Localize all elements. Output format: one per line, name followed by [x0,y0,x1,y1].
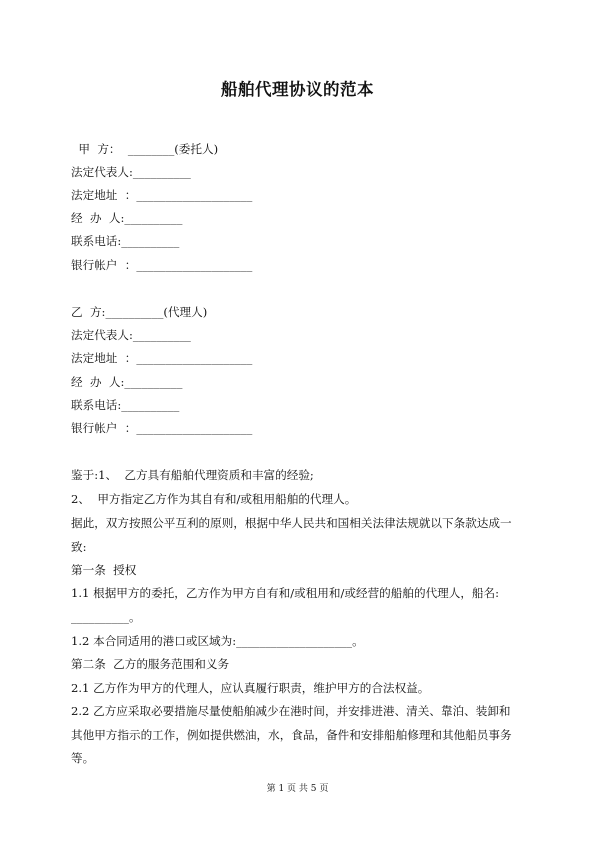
article-1-heading: 第一条 授权 [71,563,137,577]
party-a-handler: 经 办 人:__________ [71,211,183,225]
document-title: 船舶代理协议的范本 [221,80,374,99]
party-a-legal-rep: 法定代表人:__________ [71,165,191,179]
recital-1: 鉴于:1、 乙方具有船舶代理资质和丰富的经验; [71,468,314,482]
recital-2: 2、 甲方指定乙方作为其自有和/或租用船舶的代理人。 [71,492,357,506]
party-b-bank-account: 银行帐户 ：____________________ [71,421,253,435]
preamble-line-1: 据此，双方按照公平互利的原则，根据中华人民共和国相关法律法规就以下条款达成一 [71,516,512,530]
article-2-heading: 第二条 乙方的服务范围和义务 [71,657,230,671]
clause-1-1-line-2: __________。 [71,610,141,624]
party-b-handler: 经 办 人:__________ [71,375,183,389]
party-b-phone: 联系电话:__________ [71,398,180,412]
party-b-legal-rep: 法定代表人:__________ [71,328,191,342]
page-footer: 第 1 页 共 5 页 [266,784,329,794]
party-a-bank-account: 银行帐户 ：____________________ [71,258,253,272]
party-b-address: 法定地址 ：____________________ [71,351,253,365]
clause-2-1: 2.1 乙方作为甲方的代理人，应认真履行职责，维护甲方的合法权益。 [71,681,430,695]
party-b-header: 乙 方:__________(代理人) [71,305,208,319]
clause-1-1-line-1: 1.1 根据甲方的委托，乙方作为甲方自有和/或租用和/或经营的船舶的代理人，船名: [71,586,500,600]
clause-2-2-line-1: 2.2 乙方应采取必要措施尽量使船舶减少在港时间，并安排进港、清关、靠泊、装卸和 [71,704,511,718]
clause-2-2-line-2: 其他甲方指示的工作，例如提供燃油，水，食品，备件和安排船舶修理和其他船员事务 [71,728,512,742]
preamble-line-2: 致: [71,540,87,554]
party-a-phone: 联系电话:__________ [71,234,180,248]
party-a-address: 法定地址 ：____________________ [71,188,253,202]
clause-1-2: 1.2 本合同适用的港口或区域为:____________________。 [71,634,364,648]
clause-2-2-line-3: 等。 [71,751,95,765]
party-a-header: 甲 方： ________(委托人) [71,142,219,156]
